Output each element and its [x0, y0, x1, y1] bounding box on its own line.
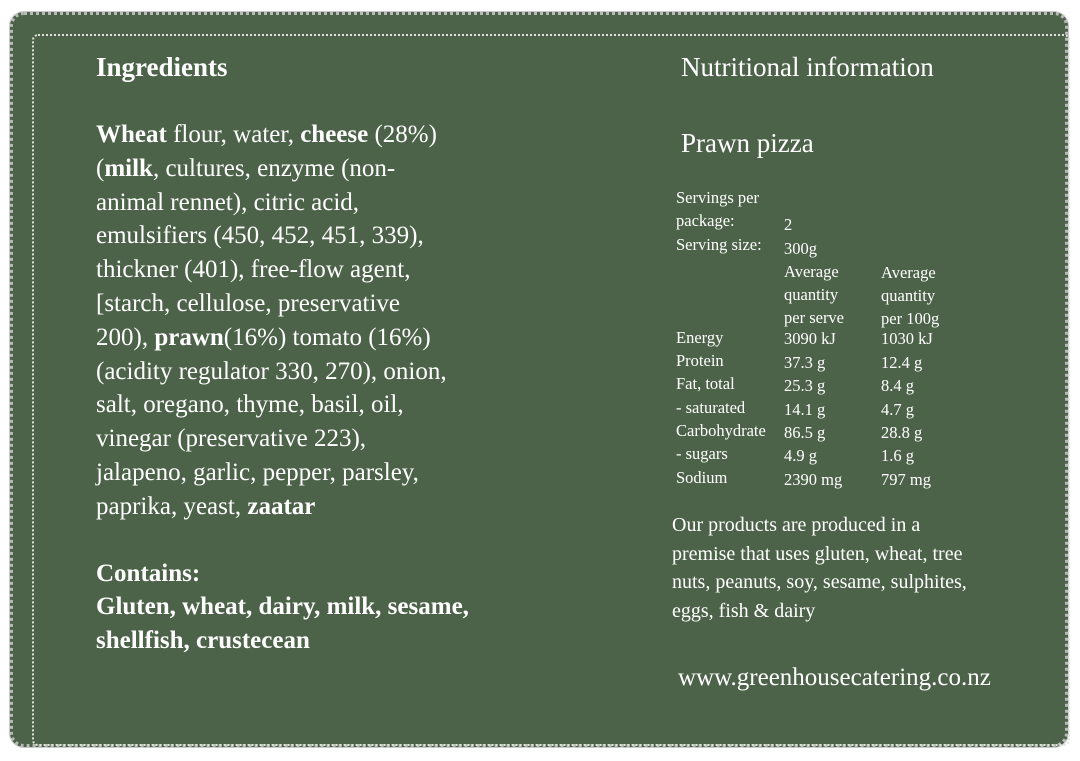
column-header: per serve — [784, 308, 845, 328]
product-name: Prawn pizza — [681, 128, 814, 158]
per-serve-value: 37.3 g — [784, 353, 826, 373]
nutrient-name: - sugars — [676, 444, 728, 464]
nutrition-section — [672, 50, 1012, 691]
column-header: quantity — [784, 285, 839, 305]
servings-label: Servings per — [676, 188, 759, 207]
per-100g-value: 1030 kJ — [881, 328, 933, 348]
ingredient-bold: zaatar — [247, 492, 316, 520]
nutrient-name: - saturated — [676, 397, 746, 417]
per-100g-value: 1.6 g — [881, 446, 914, 466]
serving-size-value: 300g — [784, 238, 817, 258]
ingredient-text: (28%) ( — [96, 121, 437, 182]
nutrient-name: Energy — [676, 327, 724, 347]
per-serve-value: 2390 mg — [784, 469, 843, 489]
ingredients-heading: Ingredients — [96, 52, 228, 82]
nutrition-title: Nutritional information — [681, 52, 934, 82]
website-url: www.greenhousecatering.co.nz — [678, 664, 991, 691]
ingredient-bold: prawn — [154, 323, 224, 351]
contains-label: Contains: — [96, 559, 201, 587]
allergen-contains — [96, 557, 476, 658]
per-serve-value: 25.3 g — [784, 376, 826, 396]
per-serve-value: 14.1 g — [784, 399, 826, 419]
per-100g-value: 797 mg — [881, 469, 931, 489]
per-100g-value: 28.8 g — [881, 422, 923, 442]
column-header: per 100g — [881, 309, 940, 329]
ingredient-bold: milk — [104, 154, 153, 182]
per-100g-value: 8.4 g — [881, 376, 914, 396]
servings-label: package: — [676, 211, 735, 231]
per-serve-value: 3090 kJ — [784, 328, 836, 348]
nutrient-name: Protein — [676, 351, 724, 371]
per-serve-value: 4.9 g — [784, 446, 817, 466]
nutrient-name: Fat, total — [676, 374, 735, 394]
ingredients-list — [96, 118, 456, 524]
ingredients-section — [96, 50, 476, 657]
contains-list: Gluten, wheat, dairy, milk, sesame, shellfish, crustecean — [96, 593, 469, 654]
column-header: Average — [881, 262, 936, 282]
nutrient-name: Carbohydrate — [676, 420, 766, 440]
column-header: quantity — [881, 286, 936, 306]
per-100g-value: 12.4 g — [881, 353, 923, 373]
ingredient-text: flour, water, — [166, 121, 301, 148]
ingredient-bold: cheese — [300, 121, 369, 148]
column-header: Average — [784, 261, 839, 281]
serving-size-label: Serving size: — [676, 234, 762, 254]
ingredient-text: (16%) tomato (16%) (acidity regulator 330, 270), onion, salt, oregano, thyme, basil, oil, vinegar (preservative 223), jalapeno, garlic, pepper, parsley, paprika, yeast, — [96, 323, 447, 520]
nutrient-name: Sodium — [676, 467, 728, 487]
per-100g-value: 4.7 g — [881, 399, 914, 419]
ingredient-text: , cultures, enzyme (non-animal rennet), citric acid, emulsifiers (450, 452, 451, 339), thickner (401), free-flow agent, [starch, cellulose, preservative 200), — [96, 154, 424, 351]
ingredient-bold: Wheat — [96, 121, 167, 148]
servings-value: 2 — [784, 215, 793, 235]
allergen-note: Our products are produced in a premise that uses gluten, wheat, tree nuts, peanuts, soy, sesame, sulphites, eggs, fish & dairy — [672, 514, 967, 622]
per-serve-value: 86.5 g — [784, 422, 826, 442]
